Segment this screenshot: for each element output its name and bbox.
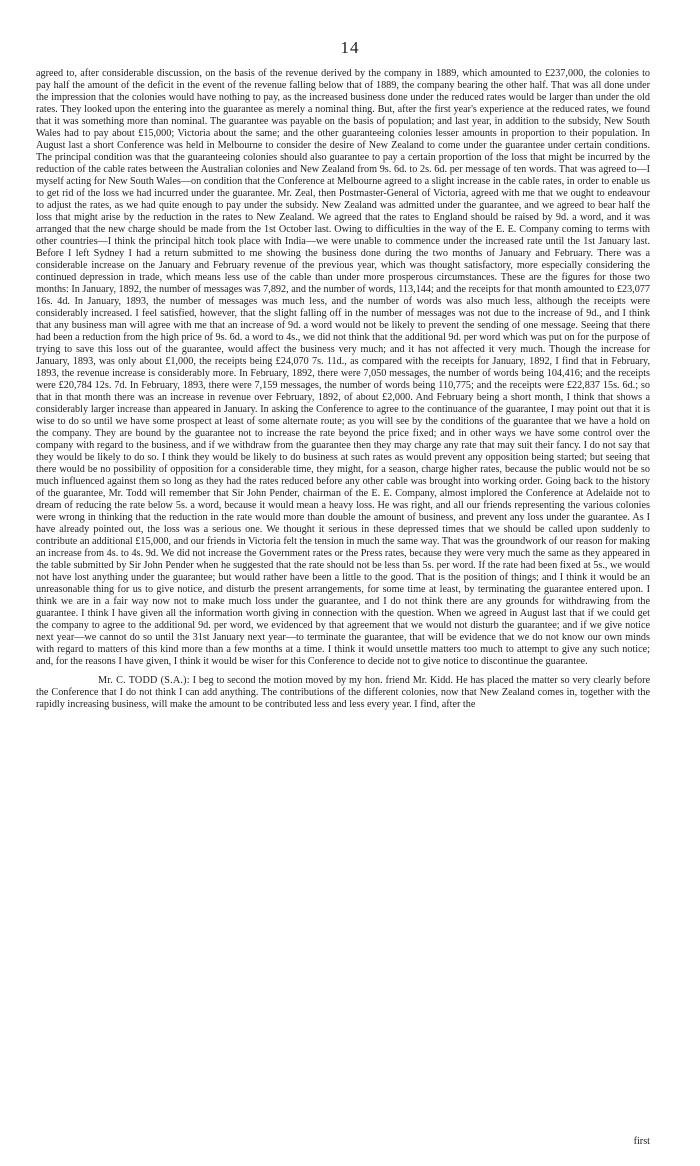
page-body: [36, 68, 650, 711]
catchword: first: [633, 1136, 650, 1147]
paragraph-todd-speech: [36, 675, 650, 711]
paragraph-continued-speech: agreed to, after considerable discussion, on the basis of the revenue derived by the company in 1889, which amounted to £237,000, the colonies to pay half the amount of the deficit in the event of the revenue falling below that of 1889, the company bearing the other half. That was all done under the impression that the colonies would have nothing to pay, as the increased business done under the reduced rates would be larger than under the old rates. They looked upon the entering into the guarantee as merely a nominal thing. But, after the first year's experience at the reduced rates, we found that it was something more than nominal. The guarantee was payable on the basis of population; and last year, in addition to the subsidy, New South Wales had to pay about £15,000; Victoria about the same; and the other guaranteeing colonies lesser amounts in proportion to their population. In August last a short Conference was held in Melbourne to consider the desire of New Zealand to come under the guarantee under certain conditions. The principal condition was that the guaranteeing colonies should also guarantee to pay a certain proportion of the loss that might be incurred by the reduction of the cable rates between the Australian colonies and New Zealand from 9s. 6d. to 2s. 6d. per message of ten words. That was agreed to—I myself acting for New South Wales—on condition that the Conference at Melbourne agreed to a slight increase in the cable rates, in order to enable us to get rid of the loss we had incurred under the guarantee. Mr. Zeal, then Postmaster-General of Victoria, agreed with me that we ought to endeavour to adjust the rates, as we had quite enough to pay under the subsidy. New Zealand was admitted under the guarantee, and we agreed to bear half the loss that might arise by the reduction in the rates to New Zealand. We agreed that the rates to England should be raised by 9d. a word, and it was arranged that the new charge should be made from the 1st October last. Owing to difficulties in the way of the E. E. Company coming to terms with other countries—I think the principal hitch took place with India—we were unable to commence under the increased rate until the 1st January last. Before I left Sydney I had a return submitted to me showing the business done during the two months of January and February. There was a considerable increase on the January and February revenue of the previous year, which was thought satisfactory, more especially considering the continued depression in trade, which means less use of the cable than under more prosperous circumstances. These are the figures for those two months: In January, 1892, the number of messages was 7,892, and the number of words, 113,144; and the receipts for that month amounted to £23,077 16s. 4d. In January, 1893, the number of messages was much less, and the number of words was also much less, although the receipts were considerably increased. I feel satisfied, however, that the slight falling off in the number of messages was not due to the increase of 9d., and I think that any business man will agree with me that an increase of 9d. a word would not be likely to prevent the sending of one message. Seeing that there had been a reduction from the high price of 9s. 6d. a word to 4s., we did not think that the additional 9d. per word which was put on for the purpose of trying to save this loss out of the guarantee, would affect the business very much; and it has not affected it very much. Though the increase for January, 1893, was only about £1,000, the receipts being £24,070 7s. 11d., as compared with the receipts for January, 1892, I find that in February, 1893, the revenue increase is considerably more. In February, 1892, there were 7,050 messages, the number of words being 104,416; and the receipts were £20,784 12s. 7d. In February, 1893, there were 7,159 messages, the number of words being 110,775; and the receipts were £22,837 15s. 6d.; so that in that month there was an increase in revenue over February, 1892, of about £2,000. And February being a short month, I think that shows a considerably larger increase than appeared in January. In asking the Conference to agree to the continuance of the guarantee, I may point out that it is wise to do so until we have some prospect at least of some alternate route; as you will see by the conditions of the guarantee that we have a hold on the company. They are bound by the guarantee not to increase the rate beyond the price fixed; and in other ways we have some control over the company with regard to the business, and if we withdraw from the guarantee then they may charge any rate that may suit their fancy. I do not say that they would be likely to do so. I think they would be likely to do business at such rates as would prevent any opposition being started; but seeing that there would be no possibility of opposition for a considerable time, they might, for a season, charge higher rates, because the public would not be so much influenced against them so long as they had the rates reduced before any other cable was brought into working order. Going back to the history of the guarantee, Mr. Todd will remember that Sir John Pender, chairman of the E. E. Company, almost implored the Conference at Adelaide not to dream of reducing the rate below 5s. a word, because it would mean a heavy loss. He was right, and all our friends representing the various colonies were wrong in thinking that the reduction in the rate would more than double the amount of business, and prevent any loss under the guarantee. As I have already pointed out, the loss was a serious one. We thought it serious in these depressed times that we should be called upon suddenly to contribute an additional £15,000, and our friends in Victoria felt the tension in much the same way. That was the groundwork of our reason for making an increase from 4s. to 4s. 9d. We did not increase the Government rates or the Press rates, because they were very much the same as they appeared in the table submitted by Sir John Pender when he suggested that the rate should not be less than 5s. per word. If the rate had been fixed at 5s., we would not have lost anything under the guarantee; but would rather have been a little to the good. That is the position of things; and I think it would be an unreasonable thing for us to give notice, and disturb the present arrangements, for some time at least, by terminating the guarantee entered upon. I think we are in a fair way now not to make much loss under the guarantee, and I do not think there are any grounds for withdrawing from the guarantee. I think I have given all the information worth giving in connection with the question. When we agreed in August last that if we could get the company to agree to the additional 9d. per word, we evidenced by that agreement that we would not disturb the guarantee; and if we give notice next year—we cannot do so until the 31st January next year—to terminate the guarantee, that will be evidence that we do not know our own minds with regard to matters of this kind more than a few months at a time. I think it would unsettle matters too much to attempt to give any such notice; and, for the reasons I have given, I think it would be wiser for this Conference to decide not to give notice to discontinue the guarantee.: [36, 68, 650, 667]
speaker-name: Mr. C. TODD (S.A.):: [98, 675, 190, 686]
speech-text: I beg to second the motion moved by my hon. friend Mr. Kidd. He has placed the matter so very clearly before the Conference that I do not think I can add anything. The contributions of the different colonies, now that New Zealand comes in, together with the rapidly increasing business, will make the amount to be contributed less and less every year. I find, after the: [36, 675, 650, 710]
page-number: 14: [340, 38, 360, 57]
